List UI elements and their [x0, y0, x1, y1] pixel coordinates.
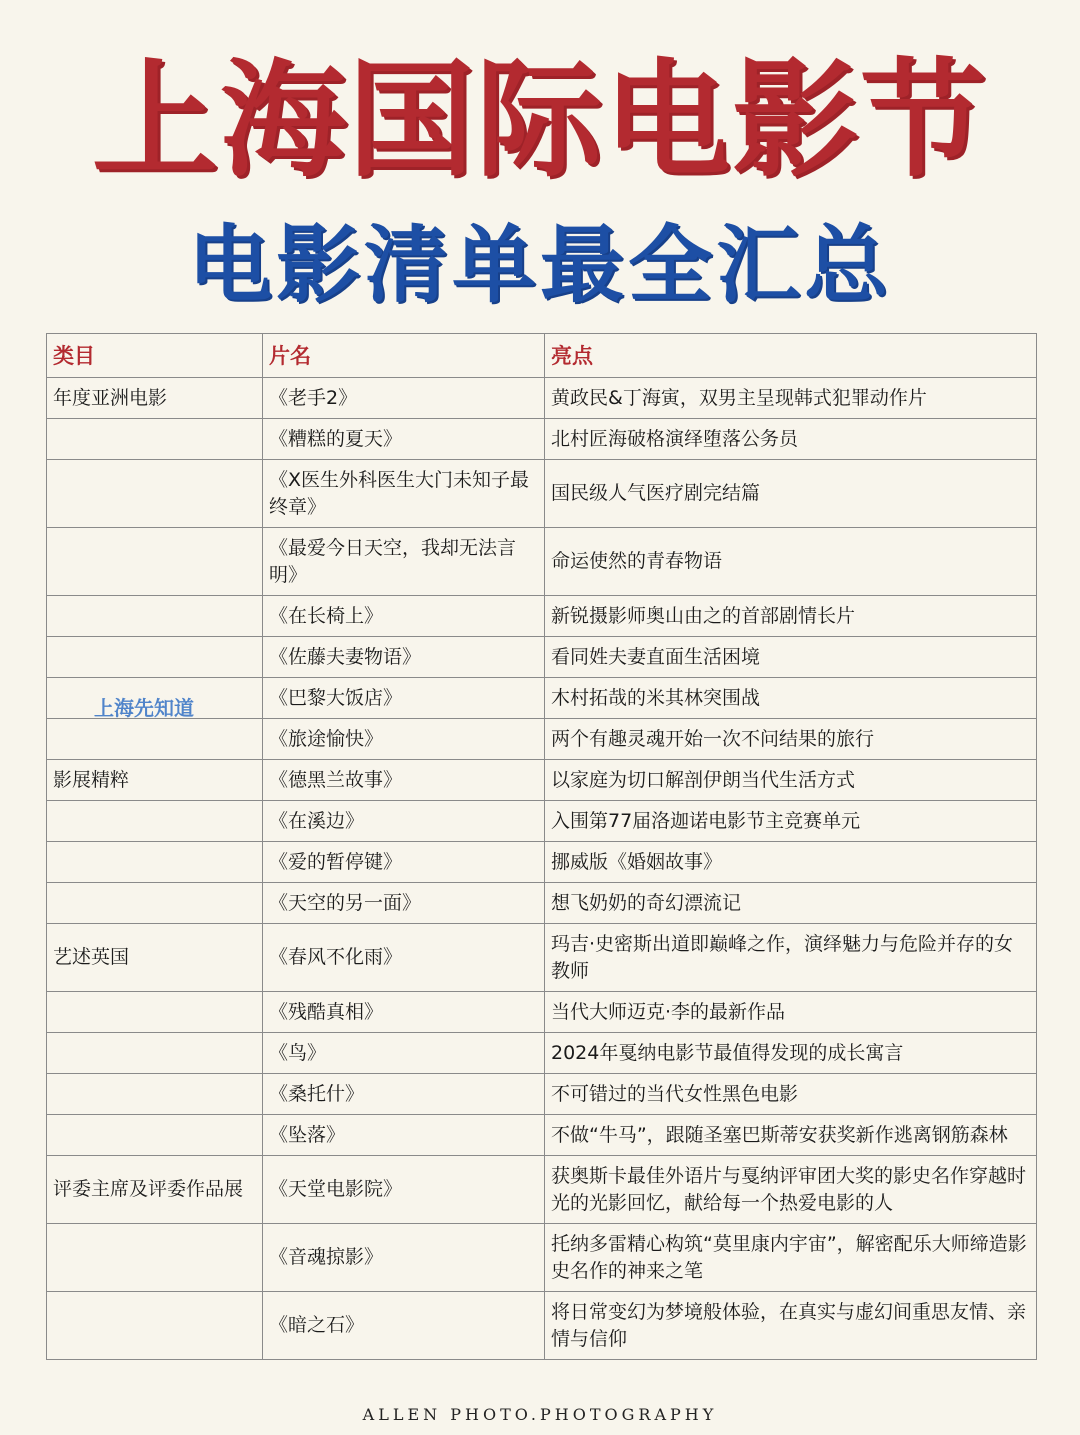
highlight-cell: 国民级人气医疗剧完结篇	[545, 460, 1037, 528]
table-row	[47, 528, 1037, 596]
category-cell	[47, 419, 263, 460]
category-cell	[47, 1074, 263, 1115]
category-cell	[47, 1115, 263, 1156]
highlight-cell: 木村拓哉的米其林突围战	[545, 678, 1037, 719]
category-cell: 艺述英国	[47, 924, 263, 992]
film-cell: 《佐藤夫妻物语》	[263, 637, 545, 678]
film-cell: 《桑托什》	[263, 1074, 545, 1115]
highlight-cell: 将日常变幻为梦境般体验，在真实与虚幻间重思友情、亲情与信仰	[545, 1292, 1037, 1360]
category-cell	[47, 801, 263, 842]
table-row	[47, 1224, 1037, 1292]
highlight-cell: 新锐摄影师奥山由之的首部剧情长片	[545, 596, 1037, 637]
table-row	[47, 924, 1037, 992]
table-row	[47, 1033, 1037, 1074]
highlight-cell: 不可错过的当代女性黑色电影	[545, 1074, 1037, 1115]
film-cell: 《在溪边》	[263, 801, 545, 842]
category-cell	[47, 883, 263, 924]
category-cell	[47, 460, 263, 528]
highlight-cell: 不做“牛马”，跟随圣塞巴斯蒂安获奖新作逃离钢筋森林	[545, 1115, 1037, 1156]
header-highlight: 亮点	[545, 334, 1037, 378]
table-row	[47, 992, 1037, 1033]
film-cell: 《最爱今日天空，我却无法言明》	[263, 528, 545, 596]
film-cell: 《在长椅上》	[263, 596, 545, 637]
category-cell	[47, 528, 263, 596]
film-cell: 《坠落》	[263, 1115, 545, 1156]
category-cell	[47, 637, 263, 678]
film-cell: 《老手2》	[263, 378, 545, 419]
table-row	[47, 1115, 1037, 1156]
film-cell: 《德黑兰故事》	[263, 760, 545, 801]
table-row	[47, 1156, 1037, 1224]
table-row	[47, 378, 1037, 419]
category-cell	[47, 1224, 263, 1292]
film-cell: 《暗之石》	[263, 1292, 545, 1360]
category-cell: 年度亚洲电影	[47, 378, 263, 419]
highlight-cell: 两个有趣灵魂开始一次不问结果的旅行	[545, 719, 1037, 760]
category-cell	[47, 842, 263, 883]
table-row	[47, 678, 1037, 719]
film-cell: 《春风不化雨》	[263, 924, 545, 992]
highlight-cell: 入围第77届洛迦诺电影节主竞赛单元	[545, 801, 1037, 842]
category-cell	[47, 719, 263, 760]
film-cell: 《糟糕的夏天》	[263, 419, 545, 460]
header-category: 类目	[47, 334, 263, 378]
table-row	[47, 637, 1037, 678]
table-row	[47, 760, 1037, 801]
watermark: 上海先知道	[94, 696, 194, 720]
highlight-cell: 想飞奶奶的奇幻漂流记	[545, 883, 1037, 924]
category-cell	[47, 1033, 263, 1074]
category-cell	[47, 992, 263, 1033]
footer-credit: ALLEN PHOTO.PHOTOGRAPHY	[362, 1405, 718, 1424]
table-row	[47, 883, 1037, 924]
film-cell: 《X医生外科医生大门未知子最终章》	[263, 460, 545, 528]
highlight-cell: 2024年戛纳电影节最值得发现的成长寓言	[545, 1033, 1037, 1074]
table-row	[47, 460, 1037, 528]
highlight-cell: 看同姓夫妻直面生活困境	[545, 637, 1037, 678]
category-cell	[47, 596, 263, 637]
category-cell: 评委主席及评委作品展	[47, 1156, 263, 1224]
film-cell: 《巴黎大饭店》	[263, 678, 545, 719]
highlight-cell: 黄政民&丁海寅，双男主呈现韩式犯罪动作片	[545, 378, 1037, 419]
film-cell: 《爱的暂停键》	[263, 842, 545, 883]
film-cell: 《天堂电影院》	[263, 1156, 545, 1224]
highlight-cell: 北村匠海破格演绎堕落公务员	[545, 419, 1037, 460]
category-cell	[47, 1292, 263, 1360]
table-row	[47, 801, 1037, 842]
highlight-cell: 挪威版《婚姻故事》	[545, 842, 1037, 883]
table-header-row	[47, 334, 1037, 378]
highlight-cell: 获奥斯卡最佳外语片与戛纳评审团大奖的影史名作穿越时光的光影回忆，献给每一个热爱电影的人	[545, 1156, 1037, 1224]
film-cell: 《残酷真相》	[263, 992, 545, 1033]
film-cell: 《音魂掠影》	[263, 1224, 545, 1292]
page-title: 上海国际电影节	[92, 46, 988, 194]
table-row	[47, 419, 1037, 460]
table-row	[47, 842, 1037, 883]
header-film: 片名	[263, 334, 545, 378]
category-cell: 影展精粹	[47, 760, 263, 801]
highlight-cell: 托纳多雷精心构筑“莫里康内宇宙”，解密配乐大师缔造影史名作的神来之笔	[545, 1224, 1037, 1292]
table-row	[47, 1074, 1037, 1115]
film-cell: 《鸟》	[263, 1033, 545, 1074]
film-cell: 《天空的另一面》	[263, 883, 545, 924]
table-row	[47, 719, 1037, 760]
table-row	[47, 1292, 1037, 1360]
highlight-cell: 命运使然的青春物语	[545, 528, 1037, 596]
page-subtitle: 电影清单最全汇总	[187, 216, 892, 314]
film-cell: 《旅途愉快》	[263, 719, 545, 760]
film-table	[46, 333, 1037, 1360]
highlight-cell: 玛吉·史密斯出道即巅峰之作，演绎魅力与危险并存的女教师	[545, 924, 1037, 992]
highlight-cell: 以家庭为切口解剖伊朗当代生活方式	[545, 760, 1037, 801]
table-row	[47, 596, 1037, 637]
highlight-cell: 当代大师迈克·李的最新作品	[545, 992, 1037, 1033]
